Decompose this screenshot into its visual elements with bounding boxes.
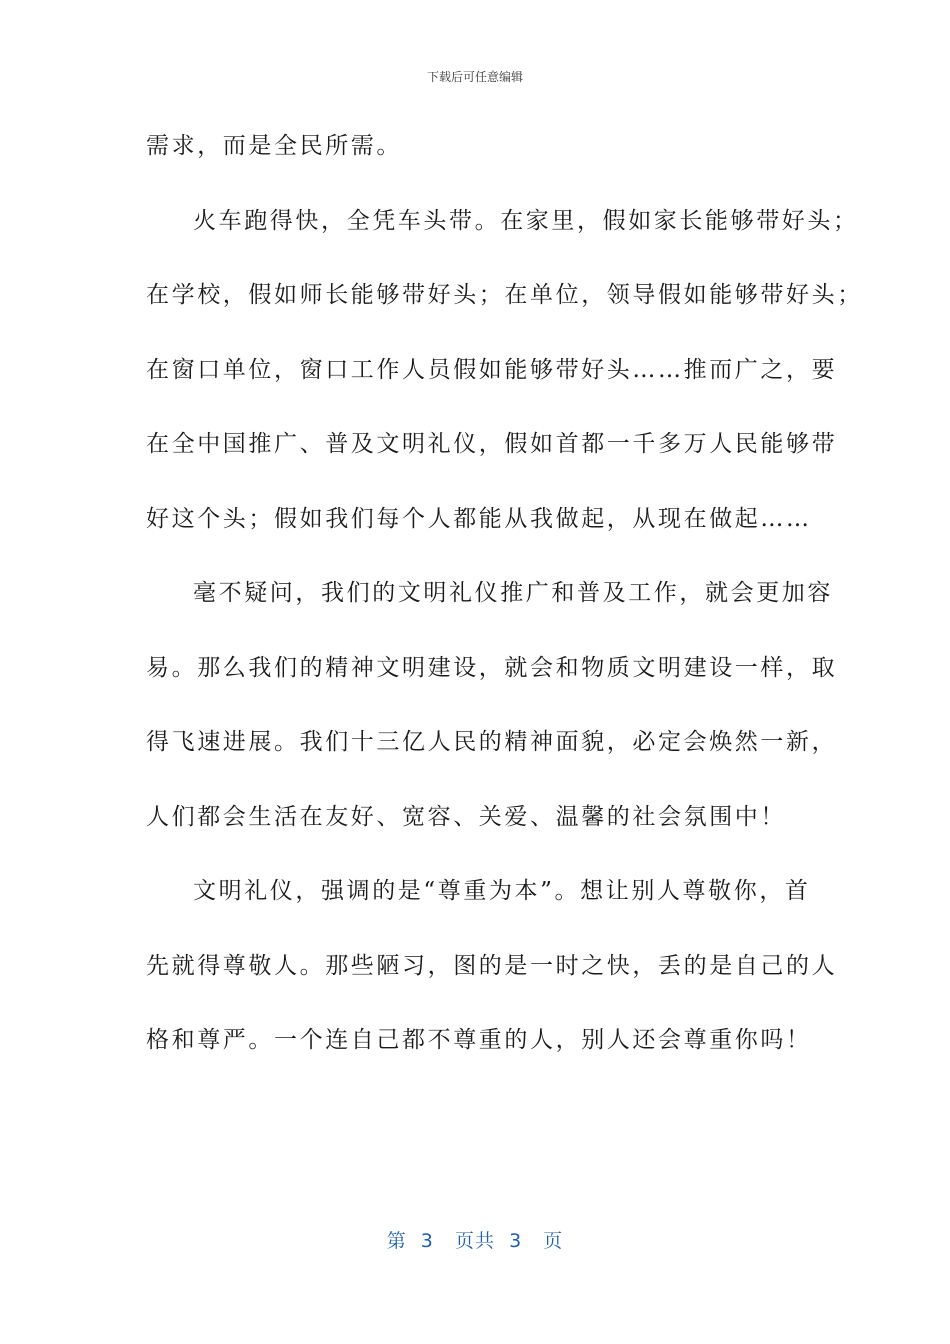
page-header: 下载后可任意编辑 — [426, 70, 523, 84]
text-line: 需求，而是全民所需。 — [146, 133, 402, 159]
text-line: 格和尊严。一个连自己都不尊重的人，别人还会尊重你吗！ — [146, 1027, 812, 1053]
text-line: 在窗口单位，窗口工作人员假如能够带好头……推而广之，要 — [146, 356, 838, 383]
text-line: 文明礼仪，强调的是“尊重为本”。想让别人尊敬你，首 — [193, 878, 811, 904]
text-line: 在学校，假如师长能够带好头；在单位，领导假如能够带好头； — [146, 282, 863, 308]
text-line: 毫不疑问，我们的文明礼仪推广和普及工作，就会更加容 — [193, 580, 833, 606]
text-line: 得飞速进展。我们十三亿人民的精神面貌，必定会焕然一新， — [146, 729, 838, 755]
page-number-footer: 第 3 页共 3 页 — [386, 1230, 564, 1252]
text-line: 人们都会生活在友好、宽容、关爱、温馨的社会氛围中！ — [146, 803, 786, 830]
text-line: 易。那么我们的精神文明建设，就会和物质文明建设一样，取 — [146, 654, 838, 681]
text-line: 火车跑得快，全凭车头带。在家里，假如家长能够带好头； — [193, 207, 859, 234]
text-line: 在全中国推广、普及文明礼仪，假如首都一千多万人民能够带 — [146, 431, 838, 457]
text-line: 好这个头；假如我们每个人都能从我做起，从现在做起…… — [146, 505, 812, 532]
document-body — [146, 124, 863, 1093]
text-line: 先就得尊敬人。那些陋习，图的是一时之快，丢的是自己的人 — [146, 952, 838, 979]
